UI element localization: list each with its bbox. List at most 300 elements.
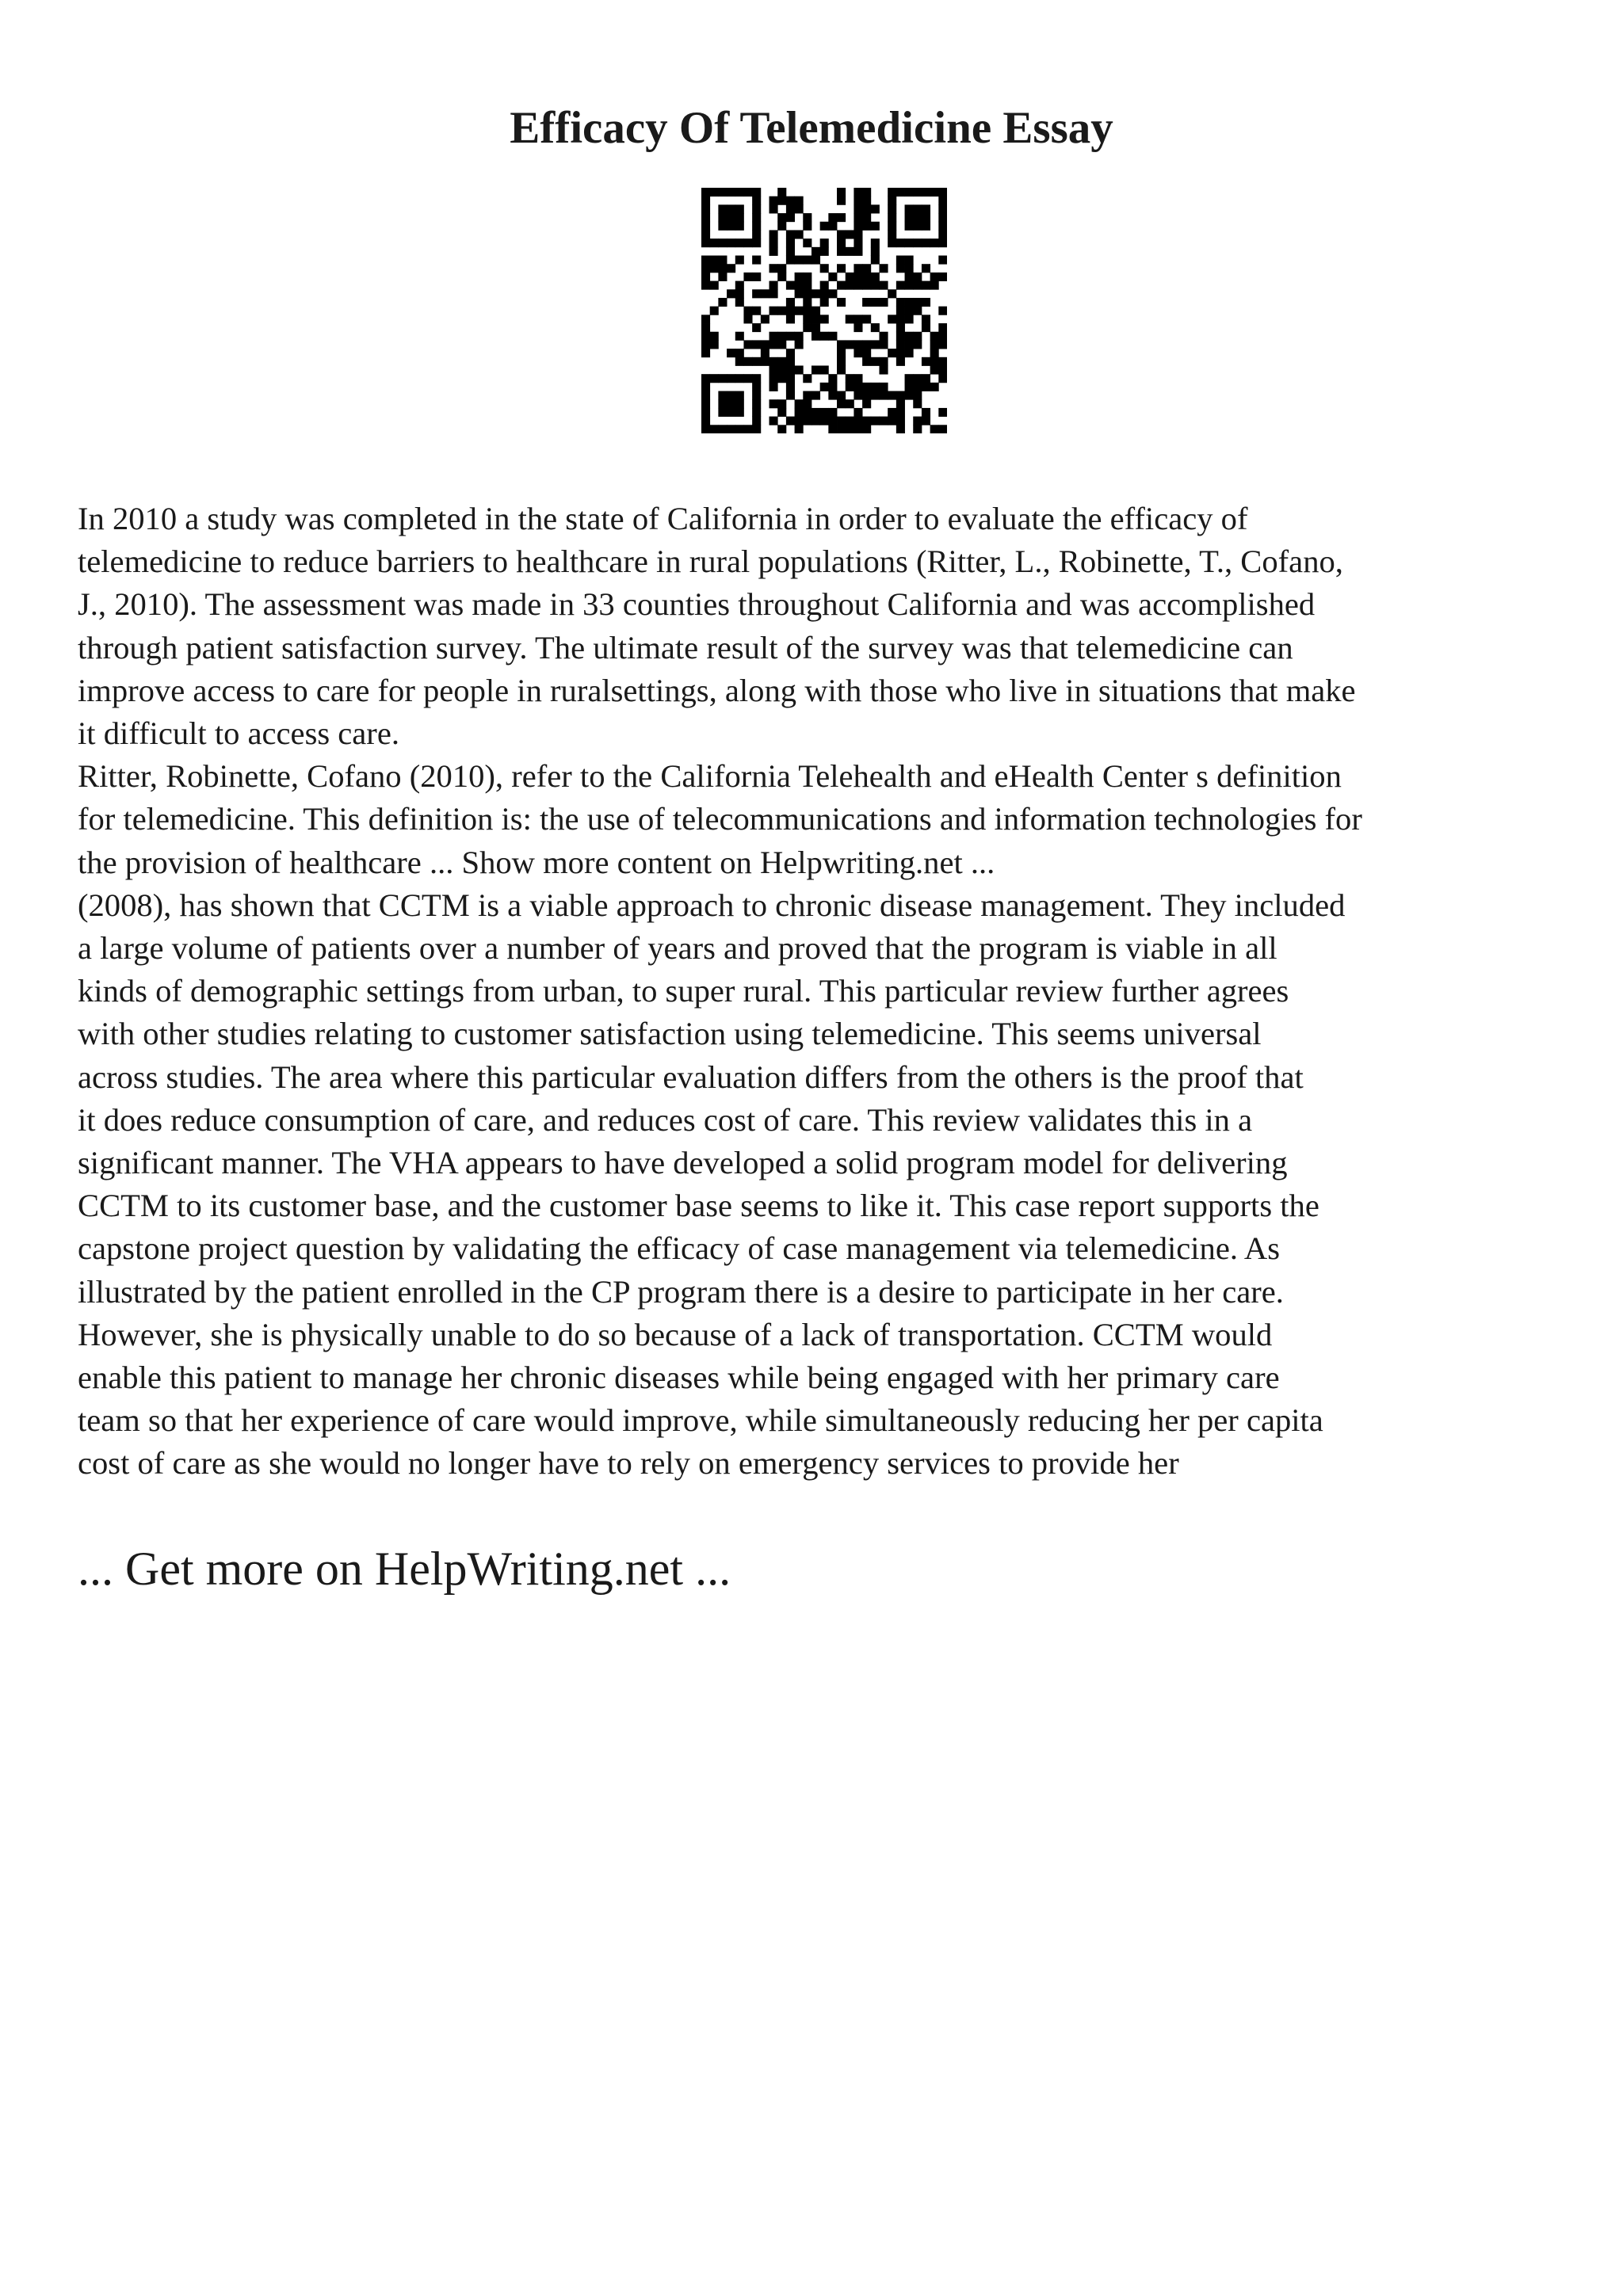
qr-module	[888, 349, 896, 357]
qr-module	[938, 238, 947, 247]
qr-module	[854, 315, 862, 323]
qr-module	[769, 399, 778, 408]
qr-module	[769, 264, 778, 273]
qr-module	[761, 315, 769, 323]
body-line: telemedicine to reduce barriers to healthcare in rural populations (Ritter, L., Robinette, T., Cofano,	[78, 543, 1343, 580]
qr-module	[752, 391, 761, 400]
qr-module	[718, 273, 727, 281]
qr-module	[896, 425, 905, 433]
body-line: kinds of demographic settings from urban, to super rural. This particular review further agrees	[78, 973, 1289, 1009]
body-line: CCTM to its customer base, and the customer base seems to like it. This case report supports the	[78, 1188, 1319, 1224]
qr-module	[812, 332, 820, 341]
qr-module	[854, 230, 862, 238]
qr-module	[846, 315, 854, 323]
qr-module	[896, 281, 905, 290]
qr-module	[905, 273, 914, 281]
qr-module	[854, 204, 862, 213]
qr-module	[727, 374, 735, 383]
qr-module	[727, 188, 735, 196]
body-line: improve access to care for people in ruralsettings, along with those who live in situations that make	[78, 672, 1356, 708]
qr-module	[922, 298, 930, 307]
qr-module	[718, 204, 727, 213]
qr-module	[828, 273, 837, 281]
qr-module	[812, 417, 820, 425]
qr-module	[701, 399, 710, 408]
show-more-line[interactable]: the provision of healthcare ... Show more content on Helpwriting.net ...	[78, 844, 995, 880]
qr-module	[888, 188, 896, 196]
qr-module	[701, 425, 710, 433]
qr-module	[710, 188, 719, 196]
body-line: cost of care as she would no longer have to rely on emergency services to provide her	[78, 1445, 1179, 1482]
qr-module	[905, 222, 914, 231]
qr-module	[871, 383, 880, 391]
qr-module	[710, 281, 719, 290]
qr-module	[837, 196, 846, 205]
qr-module	[905, 238, 914, 247]
qr-module	[727, 349, 735, 357]
qr-module	[820, 383, 829, 391]
qr-module	[828, 408, 837, 417]
qr-module	[727, 425, 735, 433]
qr-module	[803, 222, 812, 231]
qr-module	[854, 391, 862, 400]
qr-module	[701, 213, 710, 222]
qr-module	[769, 332, 778, 341]
qr-module	[803, 399, 812, 408]
qr-module	[795, 340, 804, 349]
qr-module	[795, 230, 804, 238]
qr-module	[777, 222, 786, 231]
qr-module	[938, 188, 947, 196]
qr-module	[786, 230, 795, 238]
qr-module	[896, 340, 905, 349]
qr-module	[761, 357, 769, 366]
qr-module	[854, 417, 862, 425]
qr-module	[888, 196, 896, 205]
qr-module	[913, 340, 922, 349]
qr-module	[786, 298, 795, 307]
qr-module	[795, 281, 804, 290]
qr-module	[930, 238, 939, 247]
qr-module	[701, 256, 710, 265]
qr-module	[905, 391, 914, 400]
qr-module	[905, 188, 914, 196]
qr-module	[786, 238, 795, 247]
qr-module	[913, 307, 922, 315]
qr-module	[862, 357, 871, 366]
qr-module	[854, 425, 862, 433]
qr-module	[710, 264, 719, 273]
qr-module	[743, 273, 752, 281]
qr-module	[812, 256, 820, 265]
qr-module	[913, 417, 922, 425]
qr-module	[905, 307, 914, 315]
qr-module	[828, 374, 837, 383]
qr-module	[710, 332, 719, 341]
qr-module	[795, 273, 804, 281]
body-line: a large volume of patients over a number of years and proved that the program is viable in all	[78, 930, 1277, 967]
qr-module	[743, 357, 752, 366]
qr-module	[854, 383, 862, 391]
qr-module	[828, 332, 837, 341]
qr-module	[769, 204, 778, 213]
qr-module	[862, 188, 871, 196]
qr-module	[735, 222, 744, 231]
qr-module	[828, 222, 837, 231]
qr-module	[896, 391, 905, 400]
body-line: across studies. The area where this particular evaluation differs from the others is the proof that	[78, 1058, 1304, 1095]
qr-module	[913, 298, 922, 307]
qr-module	[820, 281, 829, 290]
body-line: it does reduce consumption of care, and reduces cost of care. This review validates this in a	[78, 1101, 1253, 1138]
body-line: team so that her experience of care would improve, while simultaneously reducing her per capita	[78, 1402, 1323, 1439]
qr-module	[710, 340, 719, 349]
qr-module	[896, 399, 905, 408]
qr-module	[871, 298, 880, 307]
qr-module	[752, 213, 761, 222]
qr-module	[846, 247, 854, 256]
qr-module	[752, 383, 761, 391]
qr-module	[854, 281, 862, 290]
qr-module	[769, 230, 778, 238]
qr-module	[837, 238, 846, 247]
qr-module	[905, 256, 914, 265]
qr-module	[795, 307, 804, 315]
qr-module	[812, 307, 820, 315]
qr-module	[812, 247, 820, 256]
qr-module	[879, 383, 888, 391]
qr-module	[752, 273, 761, 281]
qr-module	[862, 204, 871, 213]
qr-module	[837, 230, 846, 238]
qr-module	[795, 425, 804, 433]
qr-module	[735, 256, 744, 265]
qr-module	[888, 315, 896, 323]
qr-module	[879, 340, 888, 349]
qr-module	[828, 417, 837, 425]
qr-module	[786, 196, 795, 205]
qr-module	[930, 365, 939, 374]
qr-module	[820, 264, 829, 273]
qr-module	[837, 188, 846, 196]
qr-module	[854, 188, 862, 196]
qr-module	[854, 213, 862, 222]
qr-module	[930, 383, 939, 391]
qr-module	[752, 289, 761, 298]
qr-module	[735, 391, 744, 400]
qr-module	[938, 196, 947, 205]
qr-module	[710, 307, 719, 315]
qr-module	[718, 408, 727, 417]
qr-module	[769, 247, 778, 256]
qr-module	[743, 374, 752, 383]
qr-module	[795, 289, 804, 298]
qr-module	[727, 399, 735, 408]
qr-module	[879, 365, 888, 374]
qr-module	[820, 238, 829, 247]
qr-module	[862, 349, 871, 357]
qr-module	[718, 238, 727, 247]
qr-module	[879, 357, 888, 366]
body-line: Ritter, Robinette, Cofano (2010), refer to the California Telehealth and eHealth Center s definition	[78, 758, 1342, 795]
qr-module	[879, 332, 888, 341]
qr-module	[727, 289, 735, 298]
qr-module	[701, 417, 710, 425]
qr-module	[871, 281, 880, 290]
qr-module	[735, 289, 744, 298]
qr-module	[701, 264, 710, 273]
qr-module	[803, 298, 812, 307]
qr-module	[727, 222, 735, 231]
qr-module	[913, 273, 922, 281]
qr-module	[777, 307, 786, 315]
qr-module	[871, 247, 880, 256]
qr-module	[769, 238, 778, 247]
qr-module	[938, 204, 947, 213]
qr-module	[896, 349, 905, 357]
qr-module	[786, 204, 795, 213]
qr-module	[922, 213, 930, 222]
qr-module	[938, 357, 947, 366]
qr-module	[896, 315, 905, 323]
qr-module	[786, 365, 795, 374]
qr-module	[701, 340, 710, 349]
qr-module	[710, 238, 719, 247]
qr-module	[922, 281, 930, 290]
qr-module	[777, 408, 786, 417]
qr-module	[837, 247, 846, 256]
qr-module	[913, 332, 922, 341]
qr-module	[795, 365, 804, 374]
qr-module	[820, 222, 829, 231]
qr-module	[752, 425, 761, 433]
qr-module	[786, 332, 795, 341]
qr-module	[871, 340, 880, 349]
qr-module	[905, 204, 914, 213]
qr-module	[854, 323, 862, 332]
qr-module	[930, 273, 939, 281]
qr-module	[854, 222, 862, 231]
qr-module	[786, 374, 795, 383]
qr-module	[922, 315, 930, 323]
qr-module	[938, 365, 947, 374]
qr-module	[922, 222, 930, 231]
qr-module	[727, 238, 735, 247]
qr-module	[769, 340, 778, 349]
qr-module	[752, 323, 761, 332]
qr-module	[769, 417, 778, 425]
qr-module	[795, 399, 804, 408]
qr-module	[922, 238, 930, 247]
qr-module	[769, 383, 778, 391]
qr-module	[846, 417, 854, 425]
qr-module	[718, 213, 727, 222]
qr-module	[871, 357, 880, 366]
qr-module	[761, 340, 769, 349]
qr-module	[837, 391, 846, 400]
qr-module	[922, 204, 930, 213]
qr-module	[752, 417, 761, 425]
qr-module	[752, 307, 761, 315]
qr-module	[718, 425, 727, 433]
body-line: In 2010 a study was completed in the state of California in order to evaluate the efficacy of	[78, 501, 1248, 536]
qr-module	[718, 298, 727, 307]
qr-module	[777, 340, 786, 349]
qr-module	[701, 273, 710, 281]
qr-module	[879, 391, 888, 400]
qr-module	[930, 357, 939, 366]
qr-module	[922, 408, 930, 417]
qr-module	[938, 307, 947, 315]
qr-module	[786, 391, 795, 400]
qr-module	[913, 281, 922, 290]
qr-module	[752, 256, 761, 265]
qr-module	[803, 374, 812, 383]
qr-module	[905, 281, 914, 290]
qr-module	[786, 357, 795, 366]
qr-module	[777, 374, 786, 383]
qr-module	[743, 340, 752, 349]
qr-module	[938, 230, 947, 238]
qr-module	[938, 222, 947, 231]
qr-module	[761, 289, 769, 298]
body-line: However, she is physically unable to do so because of a lack of transportation. CCTM would	[78, 1316, 1273, 1352]
qr-module	[777, 188, 786, 196]
qr-module	[820, 417, 829, 425]
qr-module	[752, 408, 761, 417]
qr-module	[879, 264, 888, 273]
qr-module	[701, 188, 710, 196]
qr-module	[862, 391, 871, 400]
qr-module	[837, 281, 846, 290]
qr-module	[701, 222, 710, 231]
body-line: J., 2010). The assessment was made in 33 counties throughout California and was accomplished	[78, 586, 1316, 623]
qr-module	[727, 213, 735, 222]
qr-module	[710, 374, 719, 383]
qr-module	[888, 391, 896, 400]
qr-module	[820, 408, 829, 417]
qr-module	[718, 264, 727, 273]
qr-module	[862, 213, 871, 222]
qr-module	[786, 315, 795, 323]
qr-module	[846, 281, 854, 290]
qr-module	[735, 425, 744, 433]
qr-module	[862, 196, 871, 205]
qr-module	[777, 399, 786, 408]
qr-module	[837, 425, 846, 433]
qr-module	[735, 238, 744, 247]
qr-module	[812, 391, 820, 400]
qr-module	[752, 222, 761, 231]
qr-module	[727, 264, 735, 273]
body-line: for telemedicine. This definition is: the use of telecommunications and information technologies for	[78, 801, 1362, 837]
qr-module	[701, 315, 710, 323]
qr-module	[735, 298, 744, 307]
qr-module	[803, 417, 812, 425]
qr-module	[743, 188, 752, 196]
qr-module	[743, 425, 752, 433]
qr-module	[846, 425, 854, 433]
qr-module	[803, 307, 812, 315]
qr-module	[743, 307, 752, 315]
qr-module	[905, 315, 914, 323]
qr-module	[718, 256, 727, 265]
qr-module	[896, 417, 905, 425]
qr-module	[938, 408, 947, 417]
qr-module	[812, 315, 820, 323]
qr-module	[743, 315, 752, 323]
qr-module	[820, 365, 829, 374]
qr-module	[837, 417, 846, 425]
qr-module	[701, 391, 710, 400]
qr-module	[769, 365, 778, 374]
qr-module	[854, 340, 862, 349]
qr-module	[913, 425, 922, 433]
qr-module	[913, 399, 922, 408]
qr-module	[837, 365, 846, 374]
qr-module	[896, 408, 905, 417]
qr-module	[795, 196, 804, 205]
qr-module	[862, 298, 871, 307]
qr-module	[930, 332, 939, 341]
qr-code-icon[interactable]	[701, 188, 947, 433]
qr-module	[812, 408, 820, 417]
qr-module	[786, 307, 795, 315]
qr-module	[786, 256, 795, 265]
qr-module	[938, 256, 947, 265]
qr-module	[735, 332, 744, 341]
qr-module	[718, 391, 727, 400]
qr-module	[701, 238, 710, 247]
qr-module	[913, 213, 922, 222]
qr-module	[752, 357, 761, 366]
get-more-link[interactable]: ... Get more on HelpWriting.net ...	[78, 1543, 731, 1595]
body-line: with other studies relating to customer satisfaction using telemedicine. This seems universal	[78, 1016, 1262, 1052]
qr-module	[701, 383, 710, 391]
qr-module	[837, 399, 846, 408]
qr-module	[701, 230, 710, 238]
qr-module	[828, 391, 837, 400]
qr-module	[777, 332, 786, 341]
qr-module	[820, 298, 829, 307]
qr-module	[871, 204, 880, 213]
qr-module	[795, 417, 804, 425]
qr-module	[879, 281, 888, 290]
qr-module	[786, 417, 795, 425]
qr-module	[769, 289, 778, 298]
qr-module	[777, 264, 786, 273]
qr-module	[846, 273, 854, 281]
qr-module	[888, 289, 896, 298]
qr-module	[862, 273, 871, 281]
qr-module	[828, 425, 837, 433]
qr-module	[888, 408, 896, 417]
qr-module	[938, 332, 947, 341]
qr-module	[913, 383, 922, 391]
qr-module	[710, 256, 719, 265]
qr-module	[879, 298, 888, 307]
qr-module	[803, 281, 812, 290]
qr-module	[735, 408, 744, 417]
qr-module	[795, 332, 804, 341]
qr-module	[862, 264, 871, 273]
qr-module	[930, 349, 939, 357]
qr-module	[938, 374, 947, 383]
qr-module	[896, 264, 905, 273]
qr-module	[735, 281, 744, 290]
body-line: (2008), has shown that CCTM is a viable approach to chronic disease management. They included	[78, 887, 1346, 923]
qr-module	[803, 273, 812, 281]
